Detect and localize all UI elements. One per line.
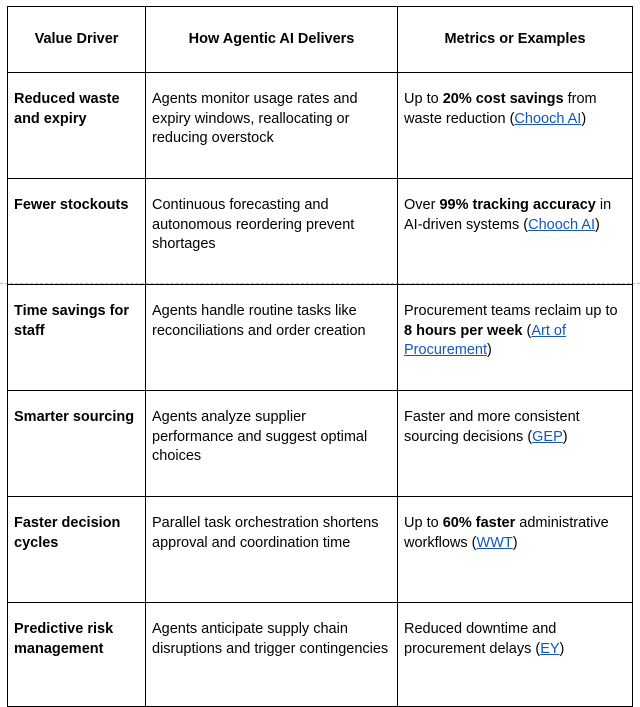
metric-highlight: 60% faster [442,515,516,531]
value-driver-cell: Time savings for staff [8,285,146,391]
table-row [8,391,633,497]
metric-text: Over [404,197,440,213]
source-link-art-of-procurement[interactable]: Art of Procurement [404,322,566,358]
metric-text: Procurement teams reclaim up to [404,303,618,319]
metric-text: in AI-driven systems ( [404,197,612,233]
metric-cell [398,73,633,179]
metric-text: administrative workflows ( [404,515,609,551]
header-value-driver: Value Driver [8,7,146,73]
source-link-chooch-ai[interactable]: Chooch AI [528,216,596,233]
value-driver-cell: Predictive risk management [8,603,146,707]
table-row [8,179,633,285]
table-header-row [8,7,633,73]
metric-cell [398,391,633,497]
table-row [8,285,633,391]
header-how-agentic-ai-delivers: How Agentic AI Delivers [146,7,398,73]
metric-highlight: 20% cost savings [442,91,564,107]
value-driver-cell: Smarter sourcing [8,391,146,497]
metric-cell [398,603,633,707]
metric-highlight: 99% tracking accuracy [439,197,596,213]
source-link-chooch-ai[interactable]: Chooch AI [514,110,582,127]
metric-text: ( [522,322,532,339]
metric-cell [398,497,633,603]
metric-text: Up to [404,515,443,531]
metric-text: Reduced downtime and procurement delays ( [404,621,557,657]
metric-text: ) [512,534,518,551]
how-cell: Agents anticipate supply chain disruptions and trigger contingencies [146,603,398,707]
header-metrics-or-examples: Metrics or Examples [398,7,633,73]
source-link-ey[interactable]: EY [540,640,560,657]
metric-cell [398,285,633,391]
table-row [8,603,633,707]
value-driver-cell: Fewer stockouts [8,179,146,285]
how-cell: Parallel task orchestration shortens approval and coordination time [146,497,398,603]
how-cell: Continuous forecasting and autonomous reordering prevent shortages [146,179,398,285]
metric-text: ) [595,216,600,233]
metric-cell [398,179,633,285]
value-driver-table [7,6,633,707]
metric-text: ) [487,342,492,358]
value-driver-cell: Faster decision cycles [8,497,146,603]
value-driver-cell: Reduced waste and expiry [8,73,146,179]
metric-text: ) [562,428,568,445]
table-row [8,497,633,603]
metric-highlight: 8 hours per week [404,322,523,339]
metric-text: ) [559,640,565,657]
table-row [8,73,633,179]
source-link-wwt[interactable]: WWT [476,534,513,551]
source-link-gep[interactable]: GEP [532,428,563,445]
metric-text: Faster and more consistent sourcing decisions ( [404,409,580,445]
how-cell: Agents analyze supplier performance and suggest optimal choices [146,391,398,497]
how-cell: Agents monitor usage rates and expiry windows, reallocating or reducing overstock [146,73,398,179]
how-cell: Agents handle routine tasks like reconciliations and order creation [146,285,398,391]
metric-text: Up to [404,91,443,107]
metric-text: ) [581,110,587,127]
metric-text: from waste reduction ( [404,91,597,127]
